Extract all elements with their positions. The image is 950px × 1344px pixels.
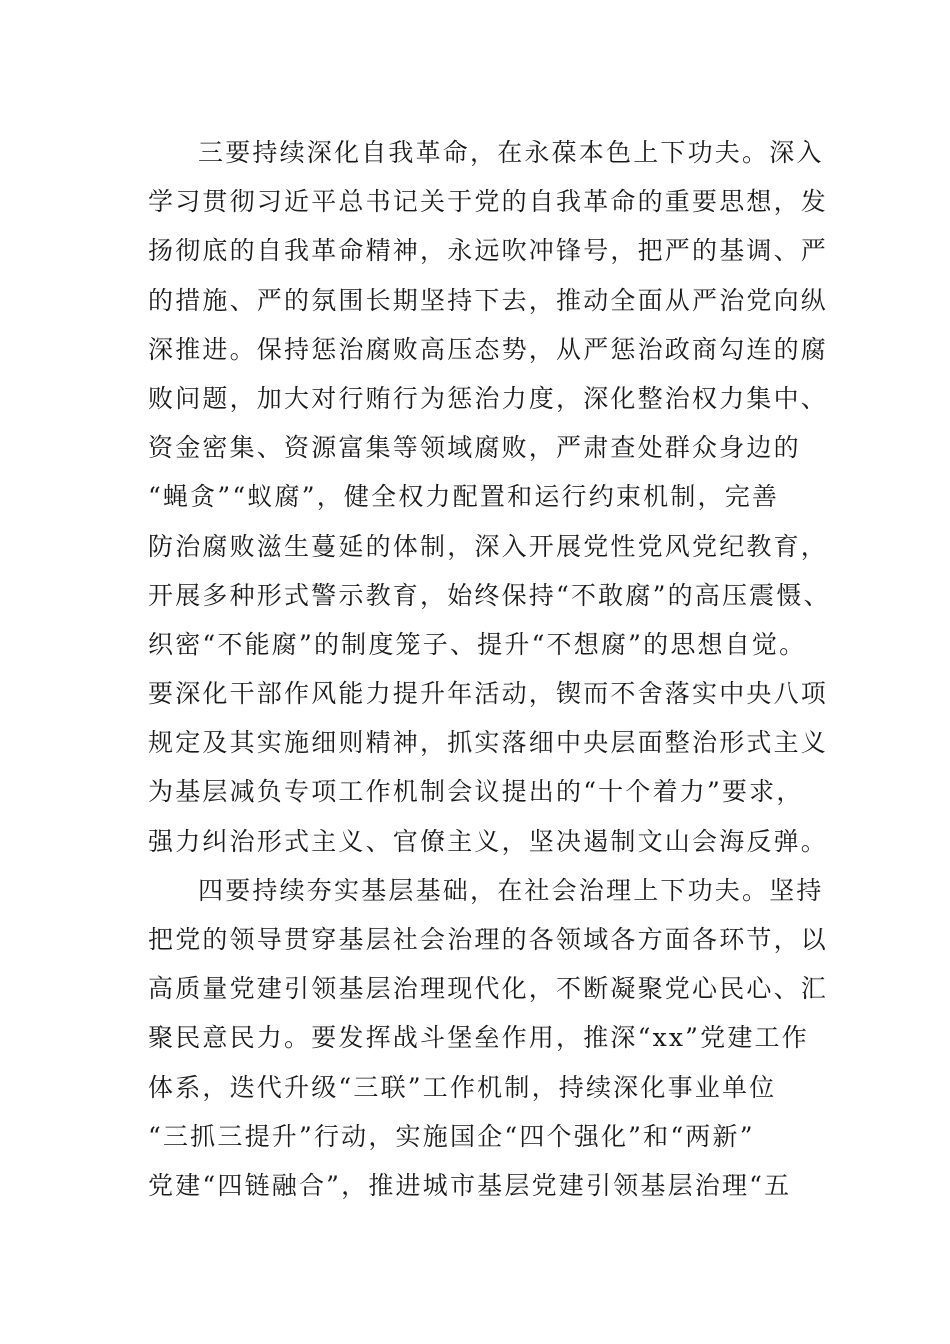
paragraph-3-line: 三要持续深化自我革命，在永葆本色上下功夫。深入 [198, 138, 824, 167]
paragraph-4-line: 四要持续夯实基层基础，在社会治理上下功夫。坚持 [198, 875, 824, 905]
paragraph-3-line: “蝇贪”“蚁腐”，健全权力配置和运行约束机制，完善 [148, 482, 780, 512]
paragraph-3-line: 织密“不能腐”的制度笼子、提升“不想腐”的思想自觉。 [148, 629, 807, 659]
paragraph-3-line: 防治腐败滋生蔓延的体制，深入开展党性党风党纪教育， [148, 531, 829, 561]
paragraph-4-line: 高质量党建引领基层治理现代化，不断凝聚党心民心、汇 [148, 974, 829, 1004]
paragraph-4-line: 聚民意民力。要发挥战斗堡垒作用，推深“xx”党建工作 [148, 1023, 809, 1053]
paragraph-3-line: 败问题，加大对行贿行为惩治力度，深化整治权力集中、 [148, 383, 829, 413]
paragraph-4-line: 把党的领导贯穿基层社会治理的各领域各方面各环节，以 [148, 925, 829, 954]
paragraph-3-line: 规定及其实施细则精神，抓实落细中央层面整治形式主义 [148, 728, 829, 758]
paragraph-4-line: 体系，迭代升级“三联”工作机制，持续深化事业单位 [148, 1072, 777, 1102]
body-text [148, 128, 831, 1210]
paragraph-3-line: 的措施、严的氛围长期坚持下去，推动全面从严治党向纵 [148, 285, 829, 315]
paragraph-4-line: “三抓三提升”行动，实施国企“四个强化”和“两新” [148, 1121, 755, 1151]
paragraph-3-line: 强力纠治形式主义、官僚主义，坚决遏制文山会海反弹。 [148, 826, 829, 856]
paragraph-3-line: 为基层减负专项工作机制会议提出的“十个着力”要求， [148, 777, 804, 807]
paragraph-4-line: 党建“四链融合”，推进城市基层党建引领基层治理“五 [148, 1170, 792, 1200]
paragraph-3-line: 学习贯彻习近平总书记关于党的自我革命的重要思想，发 [148, 187, 829, 217]
paragraph-3-line: 扬彻底的自我革命精神，永远吹冲锋号，把严的基调、严 [148, 236, 829, 266]
paragraph-3-line: 要深化干部作风能力提升年活动，锲而不舍落实中央八项 [148, 679, 829, 709]
paragraph-3-line: 资金密集、资源富集等领域腐败，严肃查处群众身边的 [148, 433, 801, 463]
paragraph-3-line: 开展多种形式警示教育，始终保持“不敢腐”的高压震慑、 [148, 580, 831, 610]
paragraph-3-line: 深推进。保持惩治腐败高压态势，从严惩治政商勾连的腐 [148, 334, 829, 364]
